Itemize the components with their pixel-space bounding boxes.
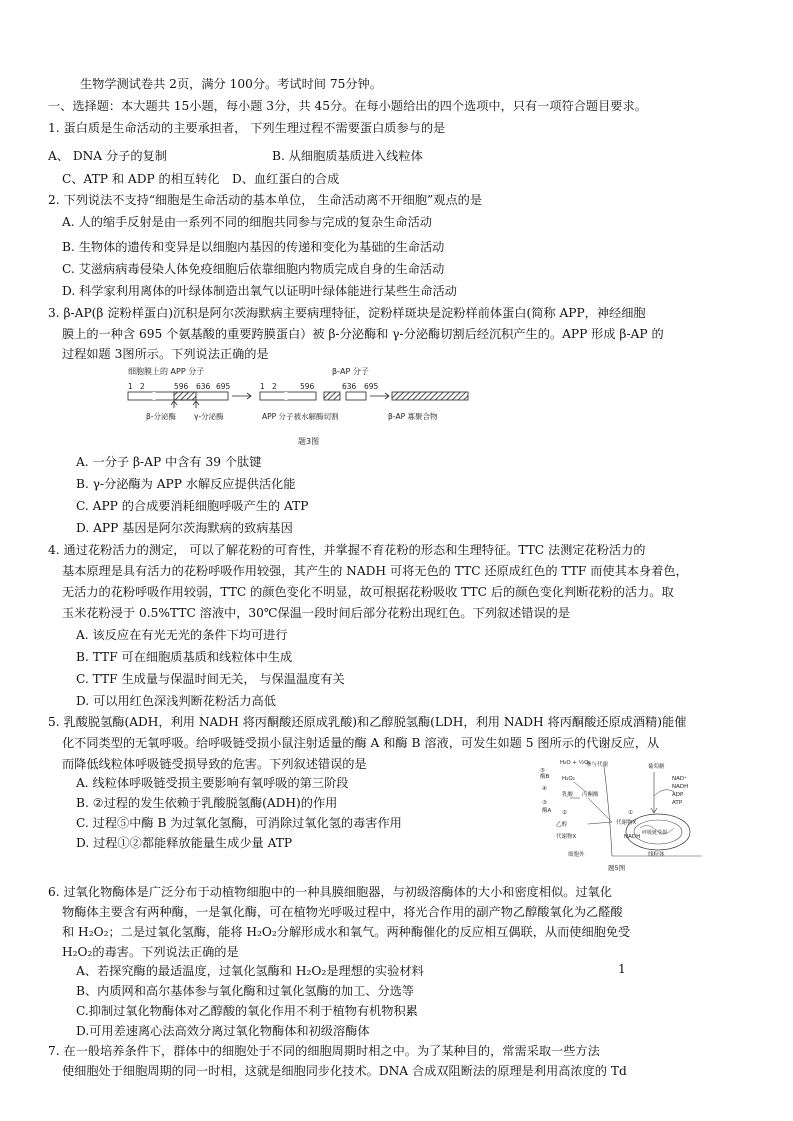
q1-option-a: A、 DNA 分子的复制 [48,149,167,163]
q3-stem-line3: 过程如题 3图所示。下列说法正确的是 [62,347,269,361]
q1-option-b: B. 从细胞质基质进入线粒体 [272,149,423,163]
svg-text:2: 2 [272,382,277,391]
q6-option-c: C.抑制过氧化物酶体对乙醇酸的氧化作用不利于植物有机物积累 [76,1004,418,1018]
fig3-cut-label: APP 分子被水解酶切割 [262,412,339,421]
fig3-beta-enzyme: β-分泌酶 [146,412,176,421]
q6-option-d: D.可用差速离心法高效分离过氧化物酶体和初级溶酶体 [76,1024,370,1038]
svg-text:呼吸链受损: 呼吸链受损 [642,830,668,836]
q4-option-a: A. 该反应在有光无光的条件下均可进行 [76,628,288,642]
q4-option-b: B. TTF 可在细胞质基质和线粒体中生成 [76,650,293,664]
svg-text:酶A: 酶A [542,808,552,814]
svg-text:⑤: ⑤ [540,768,545,774]
svg-text:③: ③ [542,800,547,806]
svg-text:1: 1 [128,382,133,391]
svg-text:丙酮酸: 丙酮酸 [582,792,599,798]
fig5-caption: 题5图 [608,864,626,872]
svg-text:乙醇: 乙醇 [556,822,568,828]
svg-text:695: 695 [216,382,231,391]
page-number: 1 [618,962,626,976]
q2-option-c: C. 艾滋病病毒侵染人体免疫细胞后依靠细胞内物质完成自身的生命活动 [62,262,445,276]
svg-text:2: 2 [140,382,145,391]
q6-option-b: B、内质网和高尔基体参与氧化酶和过氧化氢酶的加工、分选等 [76,984,415,998]
svg-text:H₂O + ½O₂: H₂O + ½O₂ [560,760,591,766]
svg-text:④: ④ [542,786,547,792]
q4-stem-line2: 基本原理是具有活力的花粉呼吸作用较强，其产生的 NADH 可将无色的 TTC 还原成红色的 TTF 而使其本身着色， [62,564,688,578]
svg-text:线粒体: 线粒体 [648,852,665,858]
q5-stem-line3: 而降低线粒体呼吸链受损导致的危害。下列叙述错误的是 [62,757,367,771]
svg-text:695: 695 [364,382,379,391]
exam-intro: 生物学测试卷共 2页，满分 100分。考试时间 75分钟。 [80,77,382,91]
fig3-caption: 题3图 [298,437,320,446]
svg-text:①: ① [628,810,633,816]
q2-stem: 2. 下列说法不支持“细胞是生命活动的基本单位， 生命活动离不开细胞”观点的是 [48,193,483,207]
q5-option-a: A. 线粒体呼吸链受损主要影响有氧呼吸的第三阶段 [76,776,349,790]
fig3-beta-ap-label: β-AP 分子 [332,367,369,376]
q3-stem-line2: 膜上的一种含 695 个氨基酸的重要跨膜蛋白）被 β-分泌酶和 γ-分泌酶切割后经沉积产生的。APP 形成 β-AP 的 [62,327,664,341]
fig3-app-label: 细胞膜上的 APP 分子 [128,367,205,376]
svg-text:H₂O₂: H₂O₂ [562,776,575,782]
svg-text:代谢物X: 代谢物X [556,834,577,840]
q1-option-d: D、血红蛋白的合成 [232,172,340,186]
svg-text:乳酸: 乳酸 [562,792,574,798]
svg-text:酶B: 酶B [540,774,550,780]
svg-text:ATP: ATP [672,800,683,806]
q4-option-d: D. 可以用红色深浅判断花粉活力高低 [76,694,276,708]
q2-option-a: A. 人的缩手反射是由一系列不同的细胞共同参与完成的复杂生命活动 [62,215,432,229]
q6-stem-line4: H₂O₂的毒害。下列说法正确的是 [62,945,239,959]
q4-stem-line1: 4. 通过花粉活力的测定， 可以了解花粉的可育性，并掌握不育花粉的形态和生理特征。TTC 法测定花粉活力的 [48,543,646,557]
q5-option-b: B. ②过程的发生依赖于乳酸脱氢酶(ADH)的作用 [76,796,338,810]
svg-text:细胞外: 细胞外 [568,852,585,858]
q5-figure [528,756,708,874]
svg-text:ADP: ADP [672,792,684,798]
q3-option-d: D. APP 基因是阿尔茨海默病的致病基因 [76,521,293,535]
q4-stem-line3: 无活力的花粉呼吸作用较弱，TTC 的颜色变化不明显，故可根据花粉吸收 TTC 后的颜色变化判断花粉的活力。取 [62,585,674,599]
svg-text:1: 1 [260,382,265,391]
q5-stem-line2: 化不同类型的无氧呼吸。给呼吸链受损小鼠注射适量的酶 A 和酶 B 溶液，可发生如题 5 图所示的代谢反应，从 [62,736,660,750]
q1-option-c: C、ATP 和 ADP 的相互转化 [62,172,220,186]
svg-text:636: 636 [342,382,357,391]
q3-option-b: B. γ-分泌酶为 APP 水解反应提供活化能 [76,477,296,491]
q5-stem-line1: 5. 乳酸脱氢酶(ADH，利用 NADH 将丙酮酸还原成乳酸)和乙醇脱氢酶(LDH，利用 NADH 将丙酮酸还原成酒精)能催 [48,715,687,729]
q6-stem-line1: 6. 过氧化物酶体是广泛分布于动植物细胞中的一种具膜细胞器，与初级溶酶体的大小和密度相似。过氧化 [48,885,612,899]
section-heading: 一、选择题：本大题共 15小题，每小题 3分，共 45分。在每小题给出的四个选项中，只有一项符合题目要求。 [48,99,647,113]
q6-option-a: A、若探究酶的最适温度，过氧化氢酶和 H₂O₂是理想的实验材料 [76,964,424,978]
svg-text:代谢物X: 代谢物X [616,820,637,826]
q6-stem-line2: 物酶体主要含有两种酶，一是氧化酶，可在植物光呼吸过程中，将光合作用的副产物乙醇酸氧化为乙醛酸 [62,905,623,919]
q5-option-d: D. 过程①②都能释放能量生成少量 ATP [76,836,293,850]
q3-option-a: A. 一分子 β-AP 中含有 39 个肽键 [76,455,262,469]
fig3-gamma-enzyme: γ-分泌酶 [194,412,224,421]
q2-option-b: B. 生物体的遗传和变异是以细胞内基因的传递和变化为基础的生命活动 [62,240,445,254]
q4-option-c: C. TTF 生成量与保温时间无关， 与保温温度有关 [76,672,345,686]
svg-text:葡萄糖: 葡萄糖 [648,764,665,770]
svg-text:②: ② [562,810,567,816]
svg-text:596: 596 [300,382,315,391]
q7-stem-line1: 7. 在一般培养条件下，群体中的细胞处于不同的细胞周期时相之中。为了某种目的，常需采取一些方法 [48,1044,600,1058]
fig3-aggregate-label: β-AP 寡聚合物 [388,412,438,421]
svg-text:参与代谢: 参与代谢 [586,762,609,768]
q1-stem: 1. 蛋白质是生命活动的主要承担者， 下列生理过程不需要蛋白质参与的是 [48,121,446,135]
q5-option-c: C. 过程⑤中酶 B 为过氧化氢酶，可消除过氧化氢的毒害作用 [76,816,402,830]
q3-stem-line1: 3. β-AP(β 淀粉样蛋白)沉积是阿尔茨海默病主要病理特征，淀粉样斑块是淀粉样前体蛋白(简称 APP，神经细胞 [48,306,646,320]
q3-option-c: C. APP 的合成要消耗细胞呼吸产生的 ATP [76,499,309,513]
svg-text:NAD⁺: NAD⁺ [672,776,688,782]
q6-stem-line3: 和 H₂O₂；二是过氧化氢酶，能将 H₂O₂分解形成水和氧气。两种酶催化的反应相互偶联，从而使细胞免受 [62,925,631,939]
q7-stem-line2: 使细胞处于细胞周期的同一时相，这就是细胞同步化技术。DNA 合成双阻断法的原理是利用高浓度的 Td [62,1064,627,1078]
svg-text:596: 596 [174,382,189,391]
q3-figure [120,364,500,450]
svg-text:NADH: NADH [672,784,689,790]
q4-stem-line4: 玉米花粉浸于 0.5%TTC 溶液中，30℃保温一段时间后部分花粉出现红色。下列叙述错误的是 [62,606,571,620]
svg-text:636: 636 [196,382,211,391]
svg-text:NADH: NADH [624,834,641,840]
q2-option-d: D. 科学家利用离体的叶绿体制造出氧气以证明叶绿体能进行某些生命活动 [62,284,457,298]
